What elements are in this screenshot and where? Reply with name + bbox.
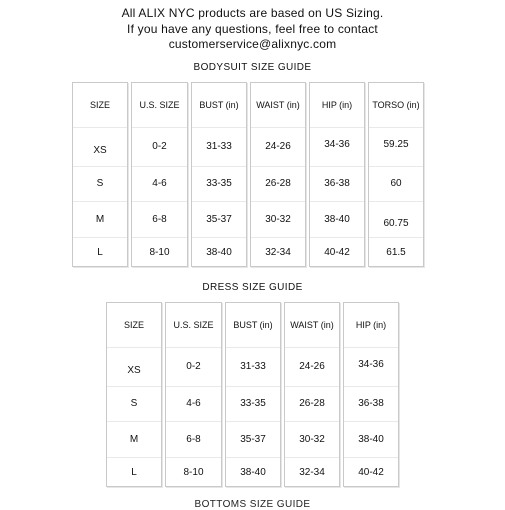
- table-cell: 33-35: [240, 398, 266, 409]
- column-header: WAIST (in): [256, 100, 300, 110]
- column-u-s-size: [165, 302, 222, 487]
- column-hip-in: [309, 82, 365, 267]
- table-cell: 4-6: [152, 178, 167, 189]
- support-email[interactable]: customerservice@alixnyc.com: [168, 37, 337, 51]
- table-cell: 30-32: [299, 433, 325, 445]
- table-cell: 38-40: [324, 213, 350, 225]
- column-header: HIP (in): [321, 100, 353, 110]
- column-waist-in: [250, 82, 306, 267]
- table-cell: XS: [93, 145, 107, 156]
- table-cell: S: [130, 398, 138, 409]
- bottoms-title: BOTTOMS SIZE GUIDE: [194, 499, 311, 510]
- column-header: HIP (in): [355, 320, 387, 330]
- table-cell: 34-36: [358, 359, 384, 370]
- row-divider: [369, 201, 423, 202]
- table-cell: 24-26: [265, 141, 291, 152]
- table-cell: 31-33: [206, 141, 232, 152]
- table-cell: 38-40: [358, 433, 384, 445]
- table-cell: 0-2: [186, 361, 201, 372]
- table-cell: 36-38: [324, 178, 350, 189]
- column-header: SIZE: [89, 100, 110, 110]
- table-cell: 30-32: [265, 213, 291, 225]
- column-header: WAIST (in): [290, 320, 334, 330]
- table-cell: M: [95, 213, 105, 225]
- table-cell: 61.5: [386, 247, 406, 258]
- column-header: SIZE: [123, 320, 144, 330]
- table-cell: L: [97, 247, 103, 258]
- table-cell: 8-10: [149, 247, 170, 258]
- table-cell: 26-28: [265, 178, 291, 189]
- table-cell: 34-36: [324, 139, 350, 150]
- dress-title: DRESS SIZE GUIDE: [202, 282, 303, 293]
- table-cell: 4-6: [186, 398, 201, 409]
- column-header: U.S. SIZE: [139, 100, 180, 110]
- intro-line-2: If you have any questions, feel free to contact: [127, 21, 378, 36]
- table-cell: 31-33: [240, 361, 266, 372]
- column-header: TORSO (in): [372, 100, 420, 110]
- table-cell: 59.25: [383, 139, 409, 150]
- row-divider: [73, 127, 127, 128]
- table-cell: 38-40: [240, 467, 266, 478]
- column-torso-in: [368, 82, 424, 267]
- column-u-s-size: [131, 82, 188, 267]
- table-cell: 38-40: [206, 247, 232, 258]
- column-size: [72, 82, 128, 267]
- column-size: [106, 302, 162, 487]
- column-waist-in: [284, 302, 340, 487]
- column-hip-in: [343, 302, 399, 487]
- table-cell: L: [131, 467, 137, 478]
- table-cell: M: [129, 433, 139, 445]
- column-header: U.S. SIZE: [173, 320, 214, 330]
- intro-line-1: All ALIX NYC products are based on US Sizing.: [121, 6, 384, 20]
- table-cell: 40-42: [358, 467, 384, 478]
- table-cell: 35-37: [206, 213, 232, 225]
- table-cell: 36-38: [358, 398, 384, 409]
- table-cell: 32-34: [299, 467, 325, 478]
- table-cell: 0-2: [152, 141, 167, 152]
- intro-text: [0, 6, 505, 53]
- table-cell: 32-34: [265, 247, 291, 258]
- table-cell: 60.75: [383, 217, 409, 229]
- table-cell: 6-8: [152, 213, 167, 225]
- bodysuit-title: BODYSUIT SIZE GUIDE: [193, 62, 312, 73]
- column-bust-in: [191, 82, 247, 267]
- table-cell: 24-26: [299, 361, 325, 372]
- table-cell: XS: [127, 365, 141, 376]
- table-cell: 26-28: [299, 398, 325, 409]
- column-bust-in: [225, 302, 281, 487]
- table-cell: 40-42: [324, 247, 350, 258]
- table-cell: 33-35: [206, 178, 232, 189]
- table-cell: S: [96, 178, 104, 189]
- table-cell: 6-8: [186, 433, 201, 445]
- column-header: BUST (in): [233, 320, 273, 330]
- row-divider: [107, 347, 161, 348]
- table-cell: 35-37: [240, 433, 266, 445]
- table-cell: 60: [390, 178, 402, 189]
- column-header: BUST (in): [199, 100, 239, 110]
- table-cell: 8-10: [183, 467, 204, 478]
